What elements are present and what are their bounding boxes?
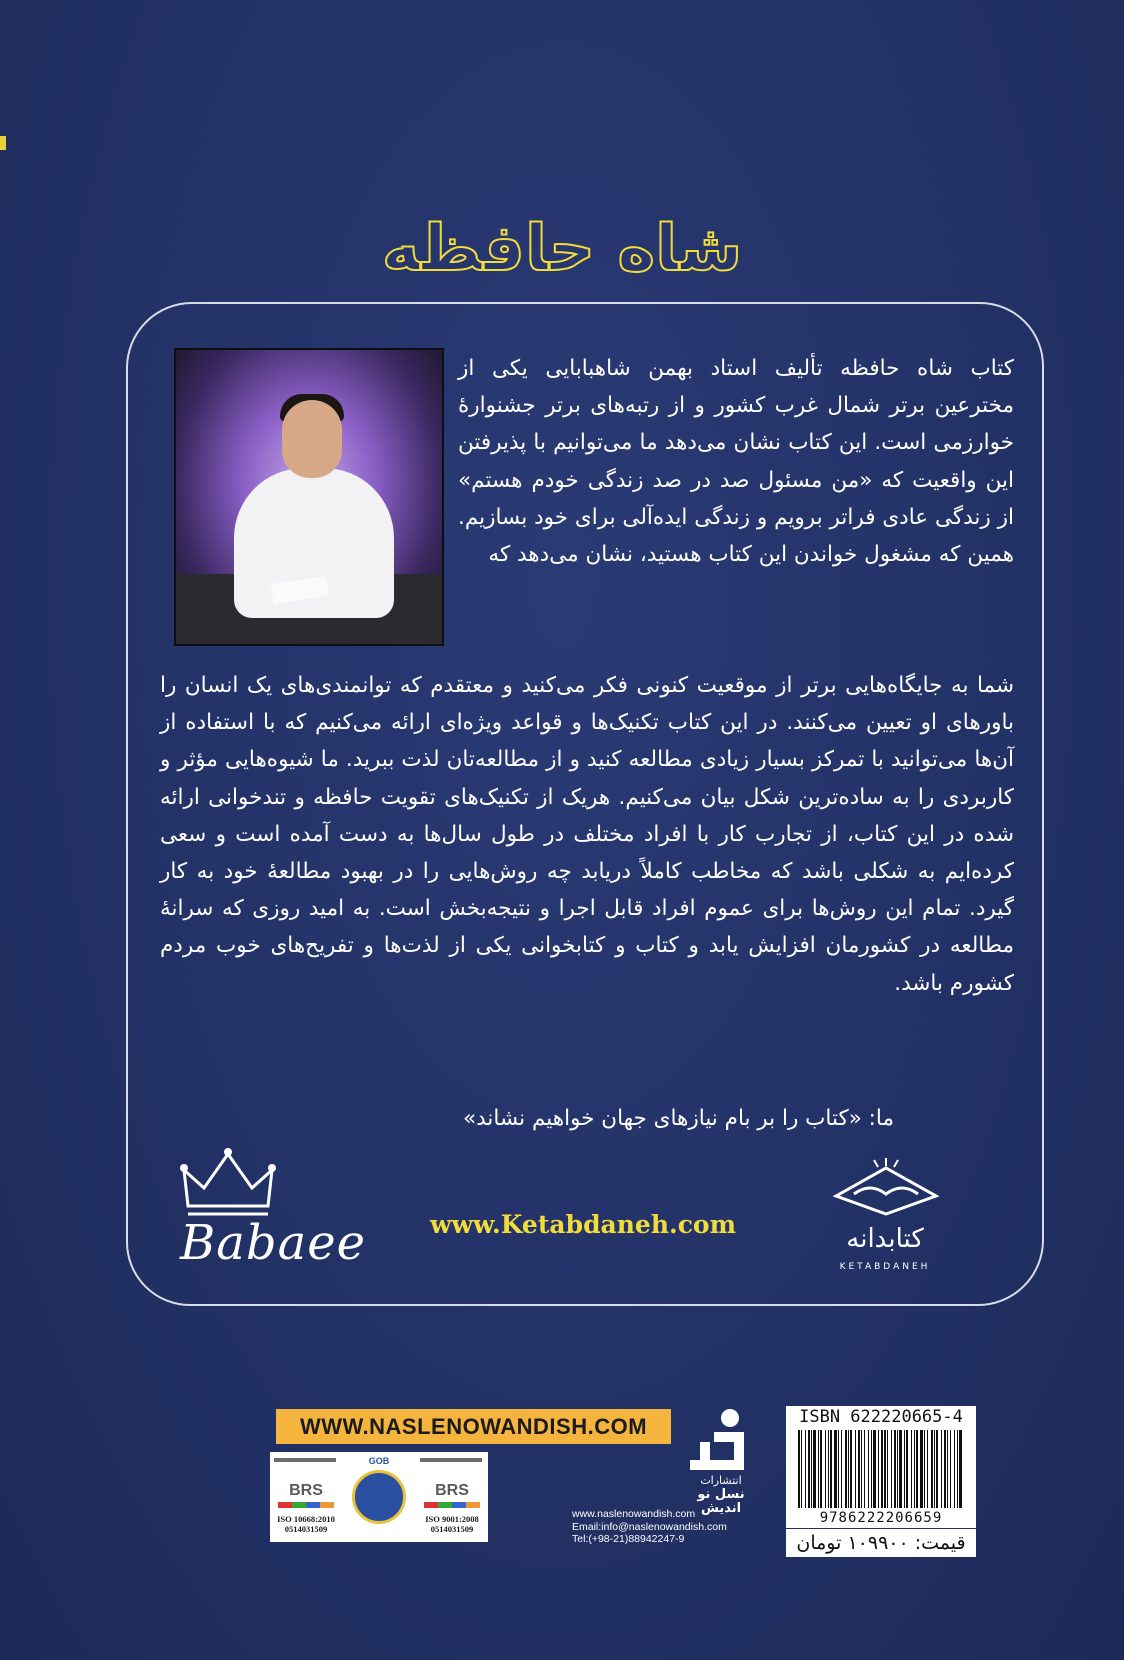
yellow-edge-mark bbox=[0, 136, 6, 150]
publisher-website-bar[interactable]: WWW.NASLENOWANDISH.COM bbox=[276, 1409, 671, 1444]
publisher-name: انتشارات نسل نو اندیش bbox=[697, 1474, 745, 1516]
crown-icon bbox=[180, 1148, 276, 1218]
publisher-motto: ما: «کتاب را بر بام نیازهای جهان خواهیم نشاند» bbox=[462, 1106, 894, 1131]
description-body: شما به جایگاه‌هایی برتر از موقعیت کنونی فکر می‌کنید و معتقدم که توانمندی‌های یک انسان را باورهای او تعیین می‌کنند. در این کتاب تکنیک‌ها و قواعد ویژه‌ای ارائه می‌کنیم که با استفاده از آن‌ها می‌توانید با تمرکز بسیار زیادی مطالعه کنید و از مطالعه‌تان لذت ببرید. ما شیوه‌هایی مؤثر و کاربردی را به ساده‌ترین شکل بیان می‌کنیم. هریک از تکنیک‌های تقویت حافظه و تندخوانی ارائه شده در این کتاب، از تجارب کار با افراد مختلف در طول سال‌ها به دست آمده است و سعی کرده‌ایم به شکلی باشد که مخاطب کاملاً دریابد چه روش‌هایی را در بهبود مطالعهٔ خود به کار گیرد. تمام این روش‌ها برای عموم افراد قابل اجرا و نتیجه‌بخش است. به امید روزی که سرانهٔ مطالعه در کشورمان افزایش یابد و کتاب و کتابخوانی یکی از لذت‌ها و تفریح‌های خوب مردم کشورم باشد. bbox=[160, 673, 1014, 996]
publisher-contact-email[interactable]: Email:info@naslenowandish.com bbox=[572, 1520, 727, 1533]
publisher-contact bbox=[572, 1508, 772, 1546]
brs-badge-2: BRS ISO 9001:2008 0514031509 bbox=[416, 1452, 488, 1542]
description-top: کتاب شاه حافظه تألیف استاد بهمن شاهبابایی یکی از مخترعین برتر شمال غرب کشور و از رتبه‌های برتر جشنوارهٔ خوارزمی است. این کتاب نشان می‌دهد ما می‌توانیم با پذیرفتن این واقعیت که «من مسئول صد در صد زندگی خودم هستم» از زندگی عادی فراتر برویم و زندگی ایده‌آلی برای خود بسازیم. همین که مشغول خواندن این کتاب هستید، نشان می‌دهد که bbox=[458, 356, 1014, 568]
ketabdaneh-logo-icon bbox=[826, 1158, 946, 1216]
isbn-label: ISBN 622220665-4 bbox=[799, 1407, 963, 1427]
brs-badge-1: BRS ISO 10668:2010 0514031509 bbox=[270, 1452, 342, 1542]
isbn-barcode-box bbox=[786, 1406, 976, 1528]
ketabdaneh-name: کتابدانه bbox=[846, 1224, 924, 1254]
barcode-icon bbox=[796, 1430, 966, 1508]
ketabdaneh-name-en: KETABDANEH bbox=[839, 1262, 931, 1272]
author-signature: Babaee bbox=[180, 1215, 367, 1271]
isbn-barcode-number: 9786222206659 bbox=[819, 1510, 943, 1526]
naslenowandish-logo-icon bbox=[686, 1408, 748, 1472]
publisher-contact-tel: Tel:(+98-21)88942247-9 bbox=[572, 1533, 685, 1546]
author-photo bbox=[174, 348, 444, 646]
price-label: قیمت: ۱۰۹۹۰۰ تومان bbox=[786, 1529, 976, 1557]
publisher-contact-web[interactable]: www.naslenowandish.com bbox=[572, 1508, 696, 1520]
book-title: شاه حافظه bbox=[381, 212, 743, 286]
ketabdaneh-website[interactable]: www.Ketabdaneh.com bbox=[430, 1210, 737, 1239]
certification-badges bbox=[270, 1452, 488, 1542]
gob-seal: GOB bbox=[342, 1456, 416, 1538]
